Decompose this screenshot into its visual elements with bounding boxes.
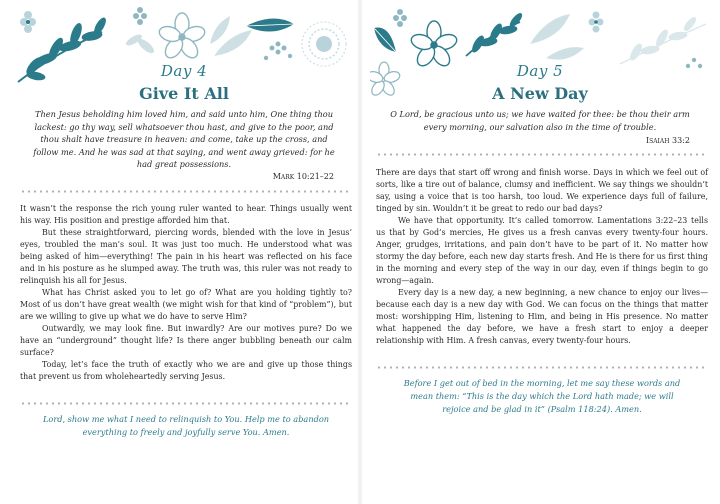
devotion-title: Give It All (139, 84, 229, 103)
body-paragraph: It wasn’t the response the rich young ruler wanted to hear. Things usually went his way. His position and prestige afforded him that. (20, 204, 352, 225)
dotted-divider (376, 153, 704, 156)
day-label: Day 5 (516, 62, 564, 80)
body-paragraph: What has Christ asked you to let go of? What are you holding tightly to? Most of us don’t have great wealth (we might wish for that kind of “problem”), but are we willing to give up what we do have to serve Him? (20, 288, 352, 321)
body-paragraph: We have that opportunity. It’s called tomorrow. Lamentations 3:22–23 tells us that by God’s mercies, He gives us a fresh canvas every twenty-four hours. Anger, grudges, irritations, and pain don’t have to be part of it. No matter how stormy the day before, each new day starts fresh. And He is there for us first thing in the morning and every step of the way in our day, even if things begin to go wrong—again. (376, 216, 708, 285)
scripture-quote: O Lord, be gracious unto us; we have waited for thee: be thou their arm every morning, our salvation also in the time of trouble. (390, 109, 690, 132)
body-paragraph: Outwardly, we may look fine. But inwardly? Are our motives pure? Do we have an “underground” thought life? Is there anger bubbling beneath our calm surface? (20, 324, 352, 357)
flower-icon (157, 13, 206, 61)
body-paragraph: But these straightforward, piercing words, blended with the love in Jesus’ eyes, troubled the man’s soul. It was just too much. He understood what was being asked of him—everything! The pain in his heart was reflected on his face and in his posture as he slumped away. The truth was, this ruler was not ready to relinquish his all for Jesus. (20, 228, 352, 285)
devotion-body (20, 203, 352, 383)
star-flower-icon (20, 11, 36, 33)
leaf-branch-icon (466, 12, 523, 56)
fern-leaf-icon (374, 28, 396, 53)
small-flower-icon (133, 7, 147, 25)
scripture-reference: Isaiah 33:2 (645, 136, 690, 145)
pale-leaves-icon (530, 14, 584, 60)
star-flower-icon (589, 12, 604, 33)
fern-leaf-icon (246, 18, 294, 31)
body-paragraph: Today, let’s face the truth of exactly who we are and give up those things that prevent us from wholeheartedly serving Jesus. (20, 360, 352, 381)
book-gutter (357, 0, 363, 504)
scripture-quote: Then Jesus beholding him loved him, and said unto him, One thing thou lackest: go thy way, sell whatsoever thou hast, and give to the poor, and thou shalt have treasure in heaven: and come, take up the cross, and follow me. And he was sad at that saying, and went away grieved: for he had great possessions. (33, 109, 335, 169)
dotted-divider (376, 366, 704, 369)
dotted-divider (20, 402, 348, 405)
dotted-flower-icon (302, 22, 346, 66)
sprig-icon (264, 42, 292, 61)
scripture-reference: Mark 10:21–22 (272, 172, 334, 181)
body-paragraph: There are days that start off wrong and finish worse. Days in which we feel out of sorts, like a tire out of balance, clumsy and inefficient. We say things we shouldn’t say, using a voice that is too harsh, too loud. We experience days full of failure, tinged by sin. Wouldn’t it be great to redo our bad days? (376, 168, 708, 213)
devotion-body (376, 167, 708, 347)
left-page (14, 0, 354, 504)
day-label: Day 4 (160, 62, 208, 80)
star-flower-icon (393, 9, 407, 27)
prayer-text: Lord, show me what I need to relinquish to You. Help me to abandon everything to freely and joyfully serve You. Amen. (42, 414, 330, 437)
dotted-divider (20, 190, 348, 193)
right-page (370, 0, 710, 504)
prayer-text: Before I get out of bed in the morning, let me say these words and mean them: “This is the day which the Lord hath made; we will rejoice and be glad in it” (Psalm 118:24). Amen. (403, 378, 681, 414)
devotion-title: A New Day (492, 84, 588, 103)
body-paragraph: Every day is a new day, a new beginning, a new chance to enjoy our lives—because each day is a new day with God. We can focus on the things that matter most: worshipping Him, listening to Him, and being in His presence. No matter what happened the day before, we have a fresh start to enjoy a deeper relationship with Him. A fresh canvas, every twenty-four hours. (376, 288, 708, 345)
pale-branch-icon (620, 16, 706, 64)
